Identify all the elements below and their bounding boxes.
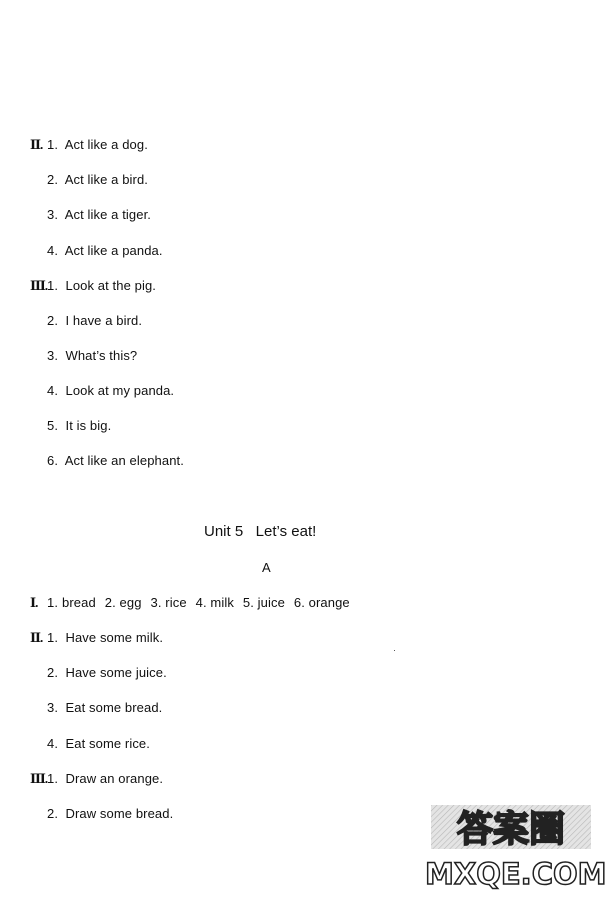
item-text: Have some milk. xyxy=(65,630,164,645)
item-number: 1. xyxy=(47,278,59,293)
item-number: 1. xyxy=(47,595,59,610)
section-numeral-2b: Ⅱ. xyxy=(30,630,43,645)
word-item: 2. egg xyxy=(104,595,142,610)
item-text: Act like a bird. xyxy=(64,172,149,187)
item-number: 4. xyxy=(47,243,59,258)
list-item xyxy=(47,383,174,399)
watermark-top-graphic xyxy=(431,805,591,849)
list-item xyxy=(47,700,162,716)
list-item xyxy=(47,278,156,294)
item-text: Eat some bread. xyxy=(65,700,163,715)
item-text: Look at the pig. xyxy=(65,278,156,293)
list-item xyxy=(47,630,163,646)
item-text: I have a bird. xyxy=(65,313,143,328)
list-item xyxy=(47,348,137,364)
word-item: 4. milk xyxy=(195,595,234,610)
word-list xyxy=(47,595,359,611)
word-item: bread xyxy=(62,595,96,610)
list-item xyxy=(47,172,148,188)
item-number: 3. xyxy=(47,348,59,363)
item-number: 2. xyxy=(47,172,59,187)
scan-speck xyxy=(394,650,395,651)
item-number: 1. xyxy=(47,771,59,786)
word-item: 6. orange xyxy=(293,595,350,610)
watermark-top-text: 答案圈 xyxy=(456,809,566,849)
list-item xyxy=(47,313,142,329)
section-numeral-3b: Ⅲ. xyxy=(30,771,48,786)
list-item xyxy=(47,207,151,223)
item-number: 2. xyxy=(47,806,59,821)
item-text: Eat some rice. xyxy=(65,736,150,751)
unit-title: Unit 5 Let’s eat! xyxy=(204,523,317,540)
section-numeral-3: Ⅲ. xyxy=(30,278,48,293)
list-item xyxy=(47,453,184,469)
section-numeral-2: Ⅱ. xyxy=(30,137,43,152)
item-text: Act like a panda. xyxy=(64,243,163,258)
list-item xyxy=(47,806,173,822)
word-item: 3. rice xyxy=(150,595,187,610)
part-label: A xyxy=(262,560,271,575)
item-number: 3. xyxy=(47,700,59,715)
item-number: 1. xyxy=(47,137,59,152)
list-item xyxy=(47,243,163,259)
item-text: Draw some bread. xyxy=(65,806,174,821)
item-text: It is big. xyxy=(65,418,112,433)
item-number: 2. xyxy=(47,665,59,680)
item-text: What’s this? xyxy=(65,348,138,363)
item-text: Look at my panda. xyxy=(65,383,175,398)
word-item: 5. juice xyxy=(242,595,285,610)
item-number: 5. xyxy=(47,418,59,433)
item-text: Act like a tiger. xyxy=(64,207,152,222)
list-item xyxy=(47,137,148,153)
item-number: 4. xyxy=(47,736,59,751)
item-number: 4. xyxy=(47,383,59,398)
item-number: 3. xyxy=(47,207,59,222)
item-number: 1. xyxy=(47,630,59,645)
item-text: Act like a dog. xyxy=(64,137,148,152)
section-numeral-1: Ⅰ. xyxy=(30,595,38,610)
list-item xyxy=(47,736,150,752)
list-item xyxy=(47,418,111,434)
list-item xyxy=(47,771,163,787)
watermark-logo xyxy=(425,803,606,895)
item-text: Have some juice. xyxy=(65,665,167,680)
list-item xyxy=(47,665,167,681)
item-number: 2. xyxy=(47,313,59,328)
item-text: Act like an elephant. xyxy=(64,453,184,468)
watermark-bottom-text: MXQE.COM xyxy=(425,857,606,891)
item-number: 6. xyxy=(47,453,59,468)
item-text: Draw an orange. xyxy=(65,771,164,786)
